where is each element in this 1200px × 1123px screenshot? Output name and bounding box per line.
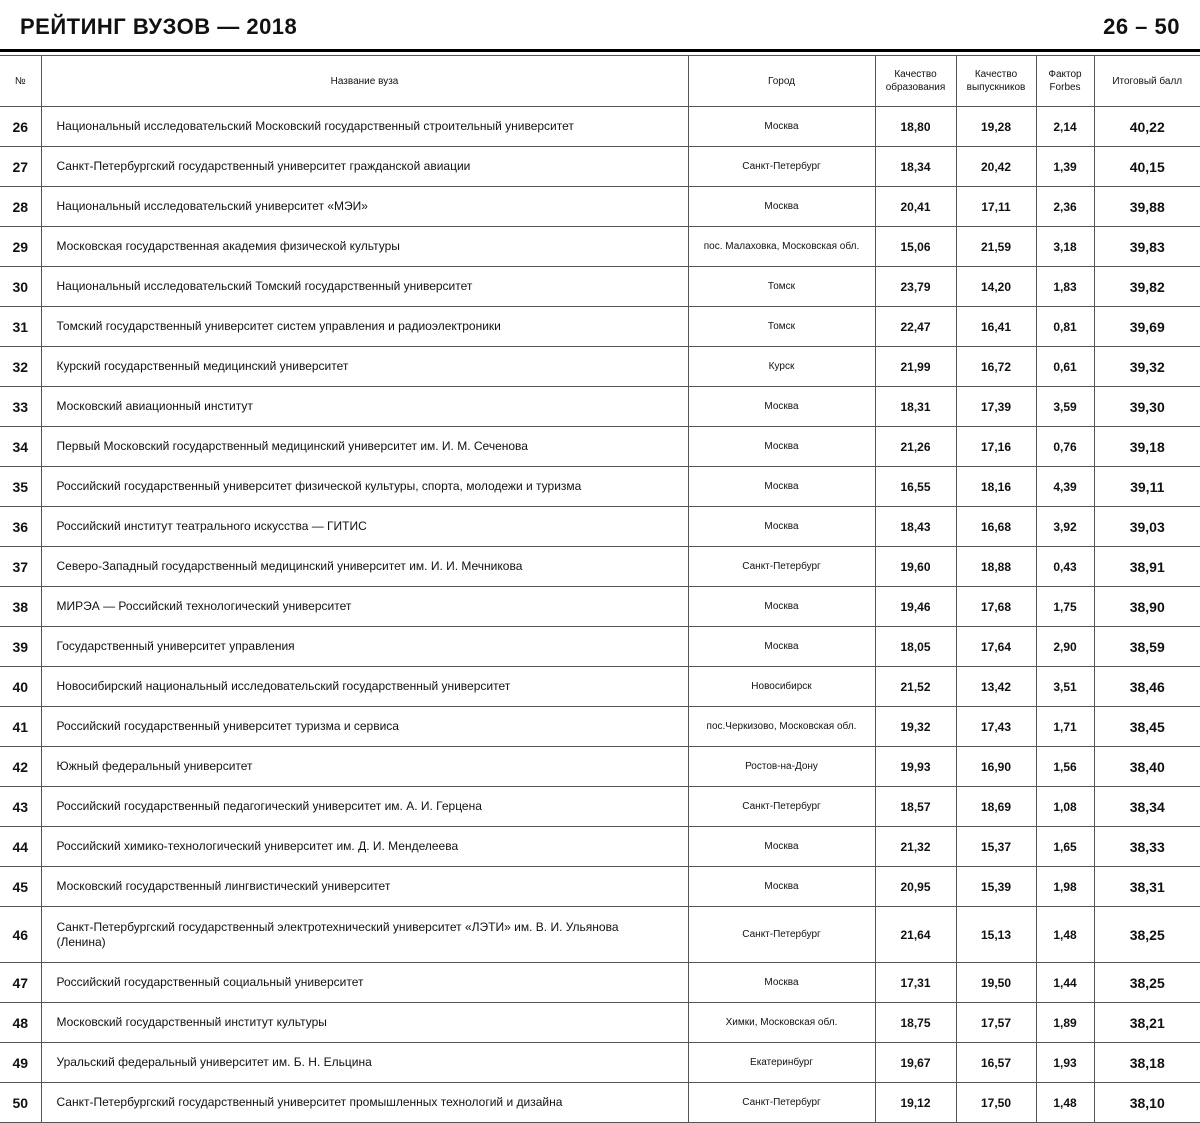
city-cell: Новосибирск — [688, 667, 875, 707]
total-score-cell: 38,31 — [1094, 867, 1200, 907]
grad-quality-cell: 15,37 — [956, 827, 1036, 867]
table-row — [0, 1003, 1200, 1043]
edu-quality-cell: 15,06 — [875, 227, 956, 267]
total-score-cell: 39,18 — [1094, 427, 1200, 467]
city-cell: Москва — [688, 827, 875, 867]
forbes-factor-cell: 1,48 — [1036, 907, 1094, 963]
grad-quality-cell: 17,43 — [956, 707, 1036, 747]
city-cell: Санкт-Петербург — [688, 547, 875, 587]
university-name-cell: Санкт-Петербургский государственный электротехнический университет «ЛЭТИ» им. В. И. Ульянова (Ленина) — [41, 907, 688, 963]
forbes-factor-cell: 1,89 — [1036, 1003, 1094, 1043]
grad-quality-cell: 17,11 — [956, 187, 1036, 227]
table-row — [0, 667, 1200, 707]
edu-quality-cell: 18,75 — [875, 1003, 956, 1043]
table-row — [0, 347, 1200, 387]
university-name-cell: Национальный исследовательский Томский государственный университет — [41, 267, 688, 307]
table-row — [0, 227, 1200, 267]
rank-cell: 48 — [0, 1003, 41, 1043]
city-cell: Москва — [688, 963, 875, 1003]
edu-quality-cell: 17,31 — [875, 963, 956, 1003]
edu-quality-cell: 21,52 — [875, 667, 956, 707]
grad-quality-cell: 18,88 — [956, 547, 1036, 587]
city-cell: Москва — [688, 467, 875, 507]
forbes-factor-cell: 0,81 — [1036, 307, 1094, 347]
university-name-cell: Московский государственный институт культуры — [41, 1003, 688, 1043]
total-score-cell: 38,25 — [1094, 963, 1200, 1003]
total-score-cell: 39,82 — [1094, 267, 1200, 307]
rank-cell: 47 — [0, 963, 41, 1003]
edu-quality-cell: 19,32 — [875, 707, 956, 747]
forbes-factor-cell: 3,51 — [1036, 667, 1094, 707]
total-score-cell: 40,22 — [1094, 107, 1200, 147]
grad-quality-cell: 14,20 — [956, 267, 1036, 307]
edu-quality-cell: 21,26 — [875, 427, 956, 467]
grad-quality-cell: 16,68 — [956, 507, 1036, 547]
table-row — [0, 267, 1200, 307]
rank-cell: 41 — [0, 707, 41, 747]
total-score-cell: 38,18 — [1094, 1043, 1200, 1083]
forbes-factor-cell: 1,93 — [1036, 1043, 1094, 1083]
total-score-cell: 39,03 — [1094, 507, 1200, 547]
university-name-cell: Национальный исследовательский университет «МЭИ» — [41, 187, 688, 227]
table-row — [0, 187, 1200, 227]
forbes-factor-cell: 1,75 — [1036, 587, 1094, 627]
edu-quality-cell: 18,34 — [875, 147, 956, 187]
rank-cell: 36 — [0, 507, 41, 547]
edu-quality-cell: 19,60 — [875, 547, 956, 587]
edu-quality-cell: 19,12 — [875, 1083, 956, 1123]
total-score-cell: 39,88 — [1094, 187, 1200, 227]
rank-cell: 28 — [0, 187, 41, 227]
table-row — [0, 427, 1200, 467]
total-score-cell: 38,10 — [1094, 1083, 1200, 1123]
university-name-cell: Северо-Западный государственный медицинский университет им. И. И. Мечникова — [41, 547, 688, 587]
city-cell: Москва — [688, 187, 875, 227]
table-row — [0, 747, 1200, 787]
city-cell: Санкт-Петербург — [688, 1083, 875, 1123]
university-name-cell: Московский авиационный институт — [41, 387, 688, 427]
city-cell: Томск — [688, 307, 875, 347]
total-score-cell: 39,83 — [1094, 227, 1200, 267]
grad-quality-cell: 17,16 — [956, 427, 1036, 467]
forbes-factor-cell: 3,59 — [1036, 387, 1094, 427]
rank-cell: 49 — [0, 1043, 41, 1083]
rank-cell: 37 — [0, 547, 41, 587]
table-row — [0, 963, 1200, 1003]
university-name-cell: Национальный исследовательский Московский государственный строительный университет — [41, 107, 688, 147]
grad-quality-cell: 17,50 — [956, 1083, 1036, 1123]
edu-quality-cell: 18,05 — [875, 627, 956, 667]
rank-cell: 46 — [0, 907, 41, 963]
edu-quality-cell: 16,55 — [875, 467, 956, 507]
grad-quality-cell: 16,57 — [956, 1043, 1036, 1083]
total-score-cell: 39,11 — [1094, 467, 1200, 507]
forbes-factor-cell: 0,43 — [1036, 547, 1094, 587]
column-header-name: Название вуза — [41, 56, 688, 107]
city-cell: пос.Черкизово, Московская обл. — [688, 707, 875, 747]
grad-quality-cell: 17,57 — [956, 1003, 1036, 1043]
grad-quality-cell: 18,69 — [956, 787, 1036, 827]
city-cell: Санкт-Петербург — [688, 787, 875, 827]
university-name-cell: Южный федеральный университет — [41, 747, 688, 787]
rank-cell: 42 — [0, 747, 41, 787]
forbes-factor-cell: 1,39 — [1036, 147, 1094, 187]
forbes-factor-cell: 0,61 — [1036, 347, 1094, 387]
edu-quality-cell: 22,47 — [875, 307, 956, 347]
rank-cell: 33 — [0, 387, 41, 427]
rank-cell: 31 — [0, 307, 41, 347]
rank-cell: 35 — [0, 467, 41, 507]
column-header-edu-quality: Качество образования — [875, 56, 956, 107]
city-cell: Санкт-Петербург — [688, 147, 875, 187]
column-header-grad-quality: Качество выпускников — [956, 56, 1036, 107]
edu-quality-cell: 20,95 — [875, 867, 956, 907]
university-name-cell: Российский институт театрального искусства — ГИТИС — [41, 507, 688, 547]
forbes-factor-cell: 3,92 — [1036, 507, 1094, 547]
rank-cell: 50 — [0, 1083, 41, 1123]
table-row — [0, 547, 1200, 587]
forbes-factor-cell: 1,83 — [1036, 267, 1094, 307]
university-name-cell: Уральский федеральный университет им. Б. Н. Ельцина — [41, 1043, 688, 1083]
grad-quality-cell: 20,42 — [956, 147, 1036, 187]
university-name-cell: Российский государственный социальный университет — [41, 963, 688, 1003]
edu-quality-cell: 18,80 — [875, 107, 956, 147]
table-row — [0, 467, 1200, 507]
university-name-cell: Новосибирский национальный исследовательский государственный университет — [41, 667, 688, 707]
column-header-rank: № — [0, 56, 41, 107]
university-name-cell: Первый Московский государственный медицинский университет им. И. М. Сеченова — [41, 427, 688, 467]
forbes-factor-cell: 4,39 — [1036, 467, 1094, 507]
edu-quality-cell: 18,43 — [875, 507, 956, 547]
grad-quality-cell: 13,42 — [956, 667, 1036, 707]
table-row — [0, 587, 1200, 627]
rank-cell: 44 — [0, 827, 41, 867]
forbes-factor-cell: 1,56 — [1036, 747, 1094, 787]
column-header-city: Город — [688, 56, 875, 107]
total-score-cell: 38,91 — [1094, 547, 1200, 587]
university-name-cell: МИРЭА — Российский технологический университет — [41, 587, 688, 627]
university-name-cell: Российский государственный университет туризма и сервиса — [41, 707, 688, 747]
grad-quality-cell: 15,13 — [956, 907, 1036, 963]
edu-quality-cell: 19,67 — [875, 1043, 956, 1083]
table-row — [0, 1083, 1200, 1123]
table-row — [0, 147, 1200, 187]
forbes-factor-cell: 1,98 — [1036, 867, 1094, 907]
forbes-factor-cell: 0,76 — [1036, 427, 1094, 467]
rank-cell: 39 — [0, 627, 41, 667]
table-row — [0, 707, 1200, 747]
table-row — [0, 907, 1200, 963]
city-cell: Химки, Московская обл. — [688, 1003, 875, 1043]
grad-quality-cell: 21,59 — [956, 227, 1036, 267]
city-cell: Москва — [688, 427, 875, 467]
rank-cell: 38 — [0, 587, 41, 627]
total-score-cell: 38,25 — [1094, 907, 1200, 963]
university-name-cell: Санкт-Петербургский государственный университет гражданской авиации — [41, 147, 688, 187]
forbes-factor-cell: 2,90 — [1036, 627, 1094, 667]
table-row — [0, 107, 1200, 147]
total-score-cell: 38,46 — [1094, 667, 1200, 707]
grad-quality-cell: 16,90 — [956, 747, 1036, 787]
column-header-forbes: Фактор Forbes — [1036, 56, 1094, 107]
total-score-cell: 38,90 — [1094, 587, 1200, 627]
university-name-cell: Московский государственный лингвистический университет — [41, 867, 688, 907]
city-cell: Москва — [688, 107, 875, 147]
page-title: РЕЙТИНГ ВУЗОВ — 2018 — [20, 14, 298, 39]
grad-quality-cell: 19,50 — [956, 963, 1036, 1003]
forbes-factor-cell: 1,71 — [1036, 707, 1094, 747]
table-row — [0, 627, 1200, 667]
total-score-cell: 40,15 — [1094, 147, 1200, 187]
city-cell: пос. Малаховка, Московская обл. — [688, 227, 875, 267]
grad-quality-cell: 18,16 — [956, 467, 1036, 507]
university-name-cell: Московская государственная академия физической культуры — [41, 227, 688, 267]
edu-quality-cell: 19,93 — [875, 747, 956, 787]
edu-quality-cell: 21,32 — [875, 827, 956, 867]
city-cell: Москва — [688, 867, 875, 907]
edu-quality-cell: 18,57 — [875, 787, 956, 827]
total-score-cell: 38,34 — [1094, 787, 1200, 827]
column-header-total: Итоговый балл — [1094, 56, 1200, 107]
rank-cell: 26 — [0, 107, 41, 147]
city-cell: Санкт-Петербург — [688, 907, 875, 963]
total-score-cell: 39,30 — [1094, 387, 1200, 427]
total-score-cell: 38,33 — [1094, 827, 1200, 867]
grad-quality-cell: 16,72 — [956, 347, 1036, 387]
total-score-cell: 38,45 — [1094, 707, 1200, 747]
rank-cell: 43 — [0, 787, 41, 827]
rank-cell: 40 — [0, 667, 41, 707]
city-cell: Москва — [688, 627, 875, 667]
university-name-cell: Государственный университет управления — [41, 627, 688, 667]
rank-cell: 32 — [0, 347, 41, 387]
table-body — [0, 107, 1200, 1123]
university-name-cell: Российский государственный университет физической культуры, спорта, молодежи и туризма — [41, 467, 688, 507]
edu-quality-cell: 18,31 — [875, 387, 956, 427]
forbes-factor-cell: 1,08 — [1036, 787, 1094, 827]
total-score-cell: 38,21 — [1094, 1003, 1200, 1043]
edu-quality-cell: 19,46 — [875, 587, 956, 627]
table-row — [0, 827, 1200, 867]
edu-quality-cell: 20,41 — [875, 187, 956, 227]
total-score-cell: 39,69 — [1094, 307, 1200, 347]
forbes-factor-cell: 2,14 — [1036, 107, 1094, 147]
grad-quality-cell: 15,39 — [956, 867, 1036, 907]
grad-quality-cell: 17,39 — [956, 387, 1036, 427]
total-score-cell: 38,40 — [1094, 747, 1200, 787]
grad-quality-cell: 17,68 — [956, 587, 1036, 627]
forbes-factor-cell: 1,48 — [1036, 1083, 1094, 1123]
city-cell: Томск — [688, 267, 875, 307]
university-name-cell: Российский химико-технологический университет им. Д. И. Менделеева — [41, 827, 688, 867]
university-name-cell: Российский государственный педагогический университет им. А. И. Герцена — [41, 787, 688, 827]
table-header-row — [0, 56, 1200, 107]
total-score-cell: 38,59 — [1094, 627, 1200, 667]
city-cell: Москва — [688, 507, 875, 547]
rank-cell: 30 — [0, 267, 41, 307]
rank-cell: 34 — [0, 427, 41, 467]
edu-quality-cell: 21,64 — [875, 907, 956, 963]
edu-quality-cell: 21,99 — [875, 347, 956, 387]
rank-cell: 27 — [0, 147, 41, 187]
rank-cell: 45 — [0, 867, 41, 907]
table-row — [0, 307, 1200, 347]
city-cell: Екатеринбург — [688, 1043, 875, 1083]
table-row — [0, 507, 1200, 547]
university-name-cell: Курский государственный медицинский университет — [41, 347, 688, 387]
table-row — [0, 1043, 1200, 1083]
total-score-cell: 39,32 — [1094, 347, 1200, 387]
rank-cell: 29 — [0, 227, 41, 267]
city-cell: Ростов-на-Дону — [688, 747, 875, 787]
university-name-cell: Санкт-Петербургский государственный университет промышленных технологий и дизайна — [41, 1083, 688, 1123]
table-row — [0, 387, 1200, 427]
city-cell: Курск — [688, 347, 875, 387]
ranking-table — [0, 55, 1200, 1123]
forbes-factor-cell: 1,65 — [1036, 827, 1094, 867]
table-row — [0, 787, 1200, 827]
forbes-factor-cell: 3,18 — [1036, 227, 1094, 267]
forbes-factor-cell: 1,44 — [1036, 963, 1094, 1003]
table-row — [0, 867, 1200, 907]
title-bar — [0, 0, 1200, 52]
grad-quality-cell: 17,64 — [956, 627, 1036, 667]
city-cell: Москва — [688, 587, 875, 627]
city-cell: Москва — [688, 387, 875, 427]
grad-quality-cell: 19,28 — [956, 107, 1036, 147]
edu-quality-cell: 23,79 — [875, 267, 956, 307]
grad-quality-cell: 16,41 — [956, 307, 1036, 347]
university-name-cell: Томский государственный университет систем управления и радиоэлектроники — [41, 307, 688, 347]
forbes-factor-cell: 2,36 — [1036, 187, 1094, 227]
rank-range: 26 – 50 — [1103, 14, 1180, 39]
